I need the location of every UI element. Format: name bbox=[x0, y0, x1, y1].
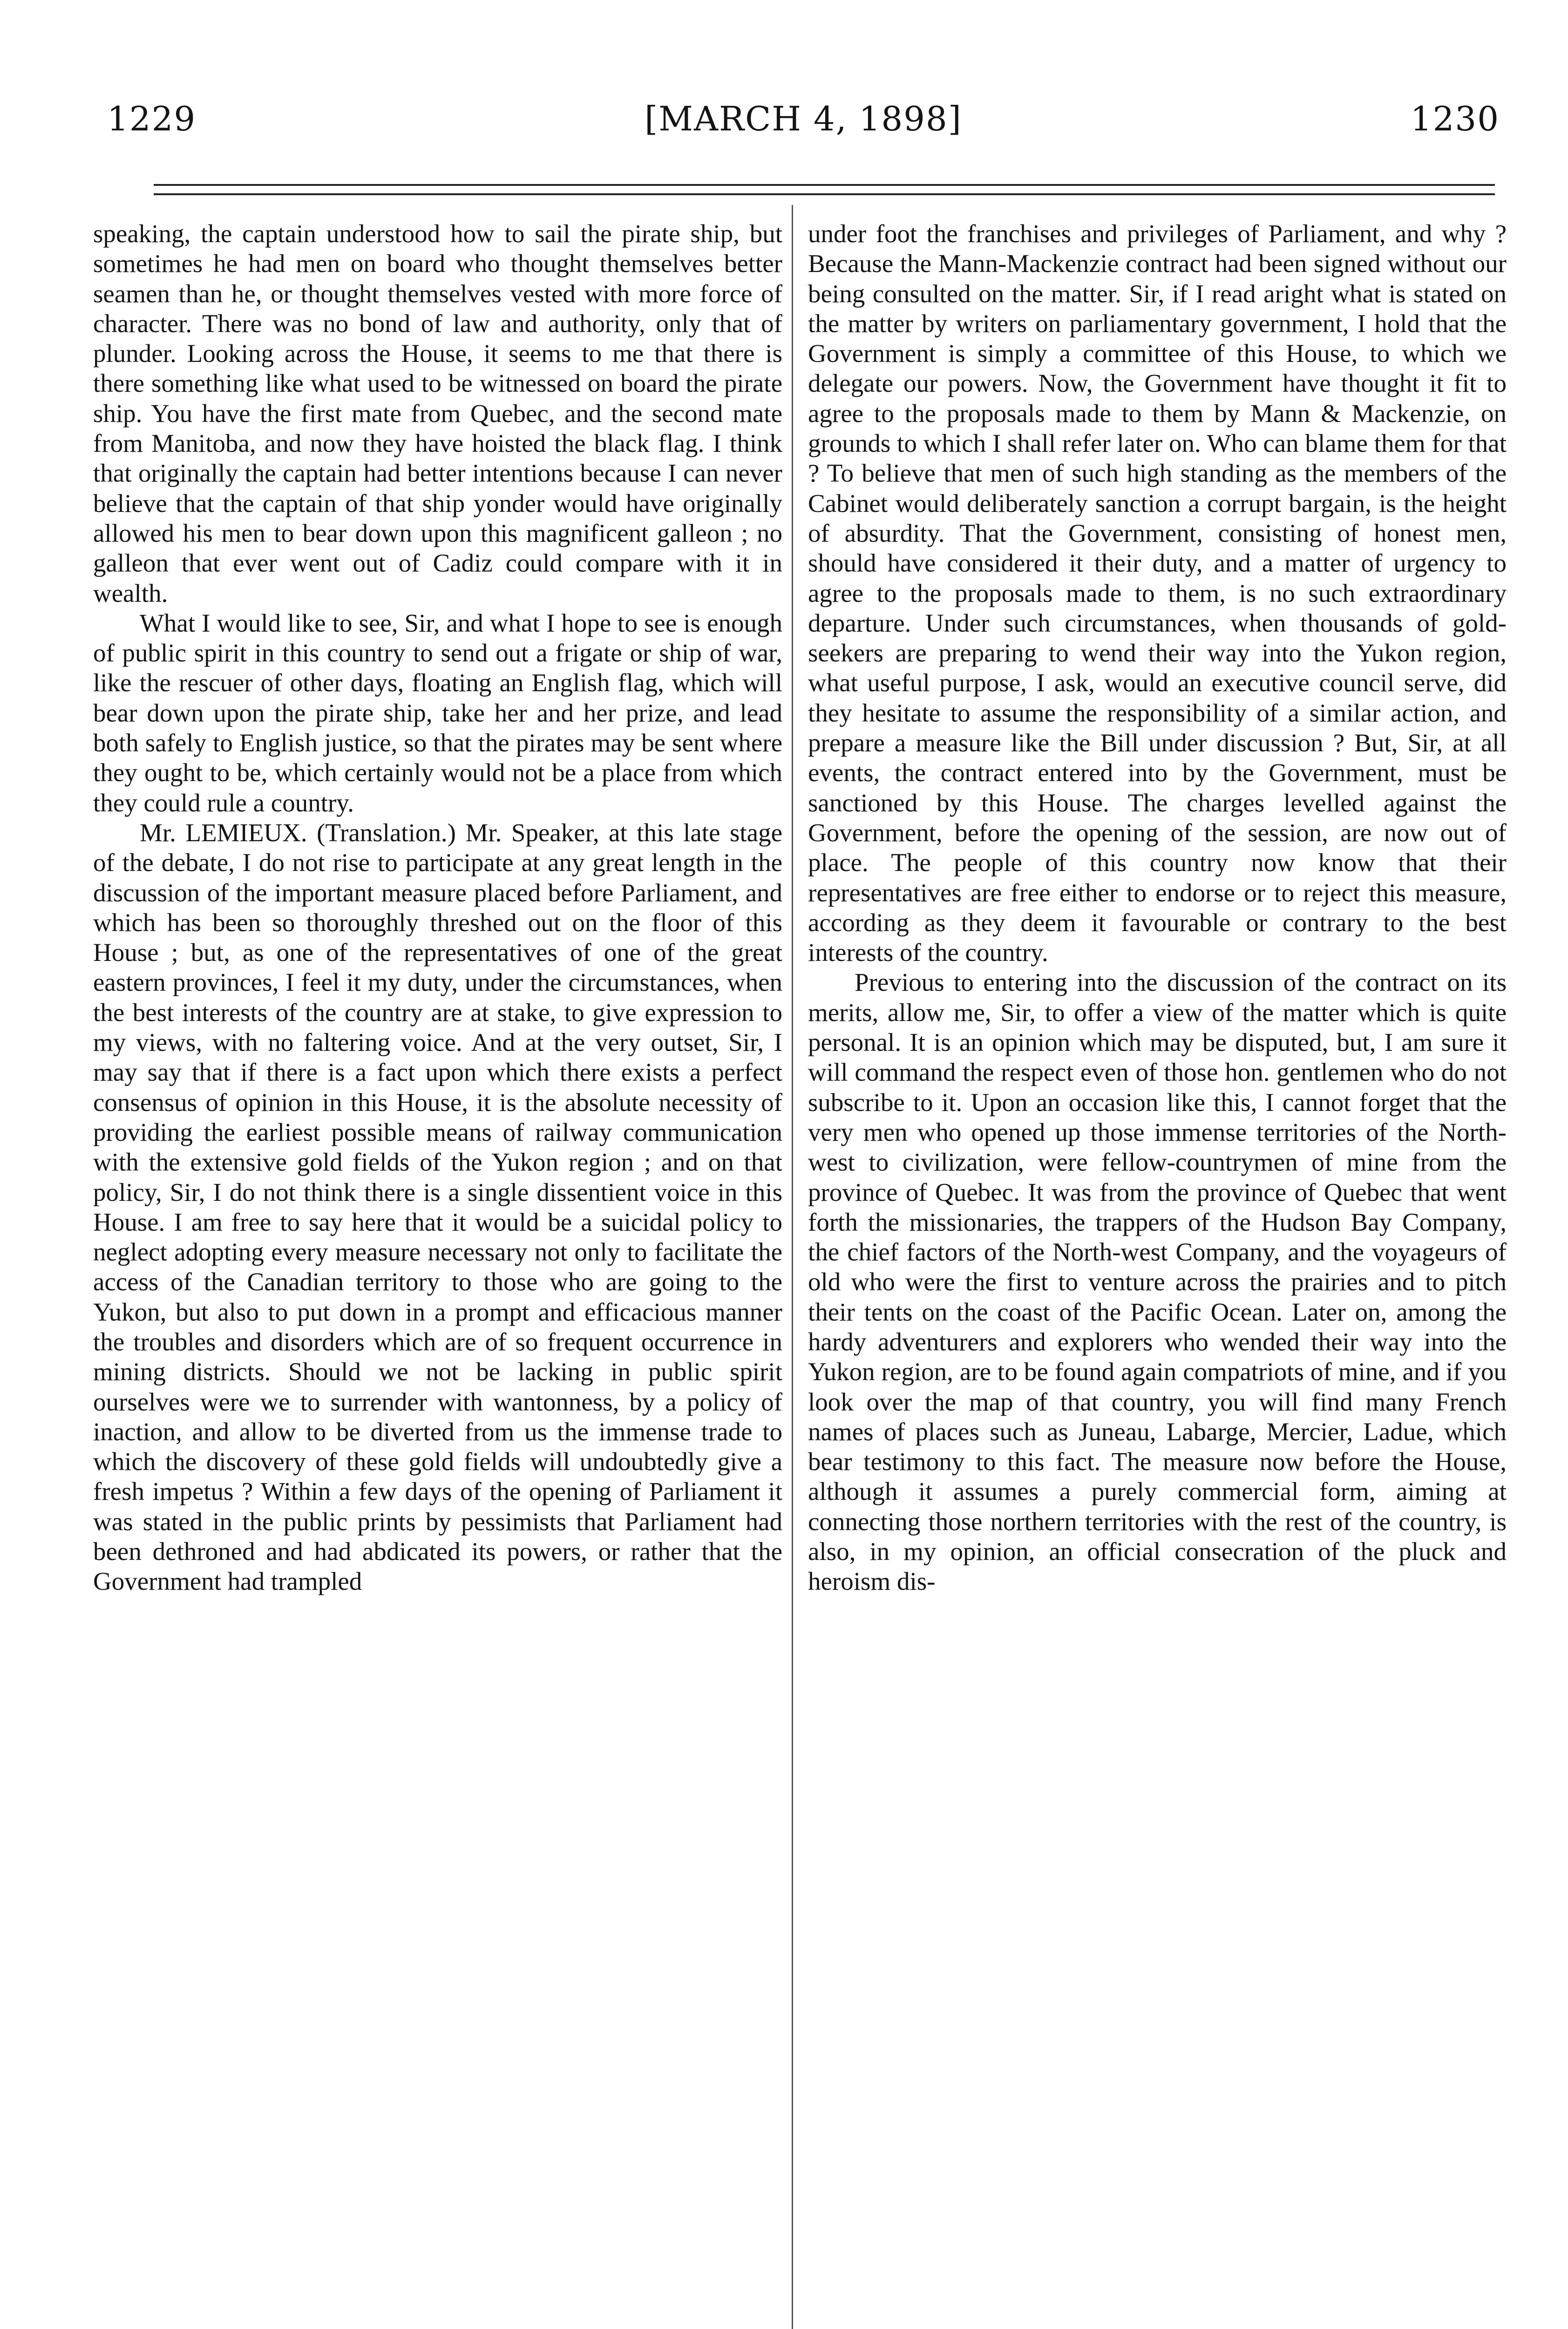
left-column bbox=[93, 219, 782, 2329]
header-rule-bottom bbox=[154, 193, 1495, 195]
header-rule-top bbox=[154, 184, 1495, 186]
page-header bbox=[107, 89, 1500, 149]
right-page-number: 1230 bbox=[1410, 99, 1500, 138]
left-paragraph-1: speaking, the captain understood how to sail the pirate ship, but sometimes he had men on board who thought themselves better seamen than he, or thought themselves vested with more force of character. There was no bond of law and authority, only that of plunder. Looking across the House, it seems to me that there is there something like what used to be witnessed on board the pirate ship. You have the first mate from Quebec, and the second mate from Manitoba, and now they have hoisted the black flag. I think that originally the captain had better intentions because I can never believe that the captain of that ship yonder would have originally allowed his men to bear down upon this magnificent galleon ; no galleon that ever went out of Cadiz could compare with it in wealth. bbox=[93, 219, 782, 607]
left-paragraph-3: Mr. LEMIEUX. (Translation.) Mr. Speaker, at this late stage of the debate, I do not rise to participate at any great length in the discussion of the important measure placed before Parliament, and which has been so thoroughly threshed out on the floor of this House ; but, as one of the representatives of one of the great eastern provinces, I feel it my duty, under the circumstances, when the best interests of the country are at stake, to give expression to my views, with no faltering voice. And at the very outset, Sir, I may say that if there is a fact upon which there exists a perfect consensus of opinion in this House, it is the absolute necessity of providing the earliest possible means of railway communication with the extensive gold fields of the Yukon region ; and on that policy, Sir, I do not think there is a single dissentient voice in this House. I am free to say here that it would be a suicidal policy to neglect adopting every measure necessary not only to facilitate the access of the Canadian territory to those who are going to the Yukon, but also to put down in a prompt and efficacious manner the troubles and disorders which are of so frequent occurrence in mining districts. Should we not be lacking in public spirit ourselves were we to surrender with wantonness, by a policy of inaction, and allow to be diverted from us the immense trade to which the discovery of these gold fields will undoubtedly give a fresh impetus ? Within a few days of the opening of Parliament it was stated in the public prints by pessimists that Parliament had been dethroned and had abdicated its powers, or rather that the Government had trampled bbox=[93, 818, 782, 1596]
header-date: [MARCH 4, 1898] bbox=[645, 99, 962, 138]
right-paragraph-1: under foot the franchises and privileges of Parliament, and why ? Because the Mann-Mackenzie contract had been signed without our being consulted on the matter. Sir, if I read aright what is stated on the matter by writers on parliamentary government, I hold that the Government is simply a committee of this House, to which we delegate our powers. Now, the Government have thought it fit to agree to the proposals made to them by Mann & Mackenzie, on grounds to which I shall refer later on. Who can blame them for that ? To believe that men of such high standing as the members of the Cabinet would deliberately sanction a corrupt bargain, is the height of absurdity. That the Government, consisting of honest men, should have considered it their duty, and a matter of urgency to agree to the proposals made to them, is no such extraordinary departure. Under such circumstances, when thousands of gold-seekers are preparing to wend their way into the Yukon region, what useful purpose, I ask, would an executive council serve, did they hesitate to assume the responsibility of a similar action, and prepare a measure like the Bill under discussion ? But, Sir, at all events, the contract entered into by the Government, must be sanctioned by this House. The charges levelled against the Government, before the opening of the session, are now out of place. The people of this country now know that their representatives are free either to endorse or to reject this measure, according as they deem it favourable or contrary to the best interests of the country. bbox=[808, 219, 1507, 967]
right-paragraph-2: Previous to entering into the discussion of the contract on its merits, allow me, Sir, to offer a view of the matter which is quite personal. It is an opinion which may be disputed, but, I am sure it will command the respect even of those hon. gentlemen who do not subscribe to it. Upon an occasion like this, I cannot forget that the very men who opened up those immense territories of the North-west to civilization, were fellow-countrymen of mine from the province of Quebec. It was from the province of Quebec that went forth the missionaries, the trappers of the Hudson Bay Company, the chief factors of the North-west Company, and the voyageurs of old who were the first to venture across the prairies and to pitch their tents on the coast of the Pacific Ocean. Later on, among the hardy adventurers and explorers who wended their way into the Yukon region, are to be found again compatriots of mine, and if you look over the map of that country, you will find many French names of places such as Juneau, Labarge, Mercier, Ladue, which bear testimony to this fact. The measure now before the House, although it assumes a purely commercial form, aiming at connecting those northern territories with the rest of the country, is also, in my opinion, an official consecration of the pluck and heroism dis- bbox=[808, 968, 1507, 1596]
column-divider bbox=[792, 205, 793, 2329]
left-page-number: 1229 bbox=[107, 99, 197, 138]
right-column bbox=[808, 219, 1507, 2329]
left-paragraph-2: What I would like to see, Sir, and what I hope to see is enough of public spirit in this country to send out a frigate or ship of war, like the rescuer of other days, floating an English flag, which will bear down upon the pirate ship, take her and her prize, and lead both safely to English justice, so that the pirates may be sent where they ought to be, which certainly would not be a place from which they could rule a country. bbox=[93, 608, 782, 817]
